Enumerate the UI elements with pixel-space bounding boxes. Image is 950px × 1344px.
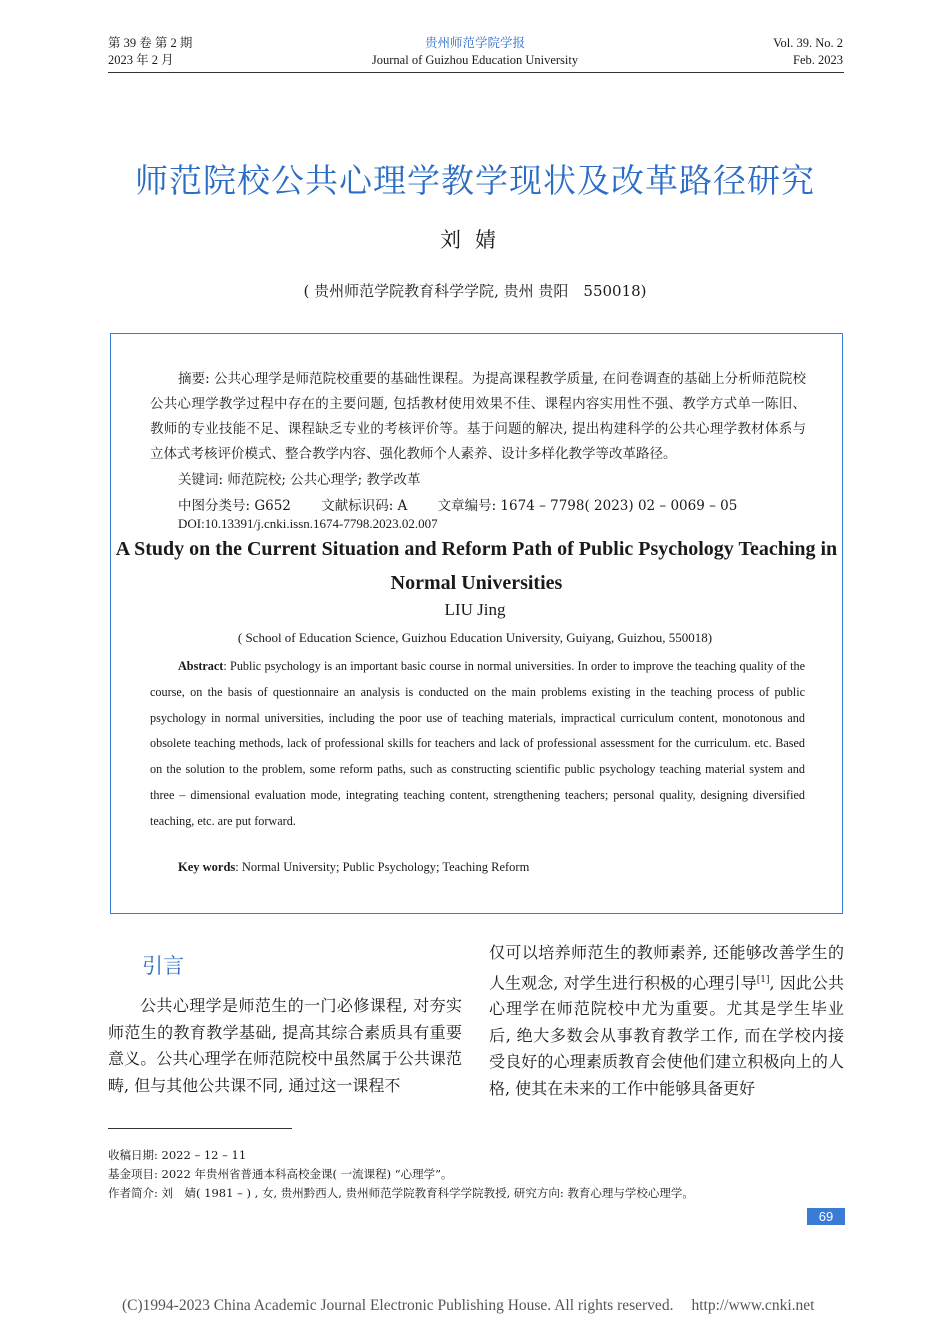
body-text-left-column: 公共心理学是师范生的一门必修课程, 对夯实师范生的教育教学基础, 提高其综合素质具有重要意义。公共心理学在师范院校中虽然属于公共课范畴, 但与其他公共课不同, 通过这一课程不 bbox=[108, 996, 462, 1095]
keywords-cn: 关键词: 师范院校; 公共心理学; 教学改革 bbox=[178, 472, 421, 488]
section-heading-intro: 引言 bbox=[142, 954, 184, 978]
keywords-en bbox=[178, 860, 529, 875]
footnote-received-date: 收稿日期: 2022 – 12 – 11 bbox=[108, 1148, 247, 1162]
header-journal-cn: 贵州师范学院学报 bbox=[424, 36, 525, 50]
header-volume-issue: 第 39 卷 第 2 期 bbox=[108, 36, 193, 50]
document-code: 文献标识码: A bbox=[321, 498, 408, 514]
header-divider bbox=[108, 72, 844, 73]
affiliation-en: ( School of Education Science, Guizhou Education University, Guiyang, Guizhou, 550018) bbox=[237, 630, 713, 645]
clc-number: 中图分类号: G652 bbox=[178, 498, 291, 514]
footnote-funding: 基金项目: 2022 年贵州省普通本科高校金课( 一流课程) “心理学”。 bbox=[108, 1167, 453, 1181]
header-issue-en bbox=[773, 35, 843, 69]
body-text-right-column bbox=[489, 940, 844, 1102]
copyright-text: (C)1994-2023 China Academic Journal Electronic Publishing House. All rights reserved. bbox=[122, 1297, 674, 1314]
article-number: 文章编号: 1674 – 7798( 2023) 02 – 0069 – 05 bbox=[437, 498, 738, 514]
header-journal-en: Journal of Guizhou Education University bbox=[371, 53, 579, 67]
abstract-cn: 摘要: 公共心理学是师范院校重要的基础性课程。为提高课程教学质量, 在问卷调查的基础上分析师范院校公共心理学教学过程中存在的主要问题, 包括教材使用效果不佳、课程内容实用性不强、教学方式单一陈旧、教师的专业技能不足、课程缺乏专业的考核评价等。基于问题的解决, 提出构建科学的公共心理学教材体系与立体式考核评价模式、整合教学内容、强化教师个人素养、设计多样化教学等改革路径。 bbox=[150, 371, 806, 462]
keywords-en-label: Key words bbox=[178, 860, 236, 874]
copyright-footer bbox=[122, 1297, 832, 1315]
abstract-en-text: : Public psychology is an important basic course in normal universities. In order to improve the teaching quality of the course, on the basis of questionnaire an analysis is conducted on the main problems existing in the teaching process of public psychology in normal universities, including the poor use of teaching materials, impractical curriculum content, monotonous and obsolete teaching methods, lack of professional skills for teachers and lack of professional assessment for the curriculum. etc. Based on the solution to the problem, some reform paths, such as constructing scientific public psychology teaching material system and three – dimensional evaluation mode, integrating teaching content, strengthening teachers; personal quality, designing diversified teaching, etc. are put forward. bbox=[150, 659, 805, 828]
footnote-divider bbox=[108, 1128, 292, 1129]
footnote-author-bio: 作者简介: 刘 婧( 1981 – ) , 女, 贵州黔西人, 贵州师范学院教育科学学院教授, 研究方向: 教育心理与学校心理学。 bbox=[108, 1186, 694, 1200]
header-date-cn: 2023 年 2 月 bbox=[108, 53, 174, 67]
article-title-cn: 师范院校公共心理学教学现状及改革路径研究 bbox=[135, 161, 815, 200]
affiliation-cn: ( 贵州师范学院教育科学学院, 贵州 贵阳 550018) bbox=[303, 282, 647, 300]
keywords-en-text: : Normal University; Public Psychology; Teaching Reform bbox=[235, 860, 530, 874]
author-name-cn: 刘婧 bbox=[440, 228, 510, 252]
abstract-en bbox=[150, 654, 805, 835]
page-number-badge: 69 bbox=[807, 1208, 845, 1225]
header-vol-no: Vol. 39. No. 2 bbox=[773, 36, 843, 50]
article-title-en: A Study on the Current Situation and Reform Path of Public Psychology Teaching in Normal Universities bbox=[115, 538, 838, 594]
citation-ref[interactable]: [1] bbox=[756, 974, 770, 985]
abstract-en-label: Abstract bbox=[178, 659, 224, 673]
cnki-link[interactable]: http://www.cnki.net bbox=[691, 1297, 815, 1314]
author-name-en: LIU Jing bbox=[444, 600, 506, 619]
header-date-en: Feb. 2023 bbox=[793, 53, 843, 67]
body-text-right-part-b: , 因此公共心理学在师范院校中尤为重要。尤其是学生毕业后, 绝大多数会从事教育教学工作, 而在学校内接受良好的心理素质教育会使他们建立积极向上的人格, 使其在未来的工作中能够具备更好 bbox=[489, 972, 844, 1098]
doi-link[interactable]: DOI:10.13391/j.cnki.issn.1674-7798.2023.02.007 bbox=[178, 516, 438, 531]
body-text-right-part-a: 仅可以培养师范生的教师素养, 还能够改善学生的人生观念, 对学生进行积极的心理引导 bbox=[489, 943, 844, 992]
